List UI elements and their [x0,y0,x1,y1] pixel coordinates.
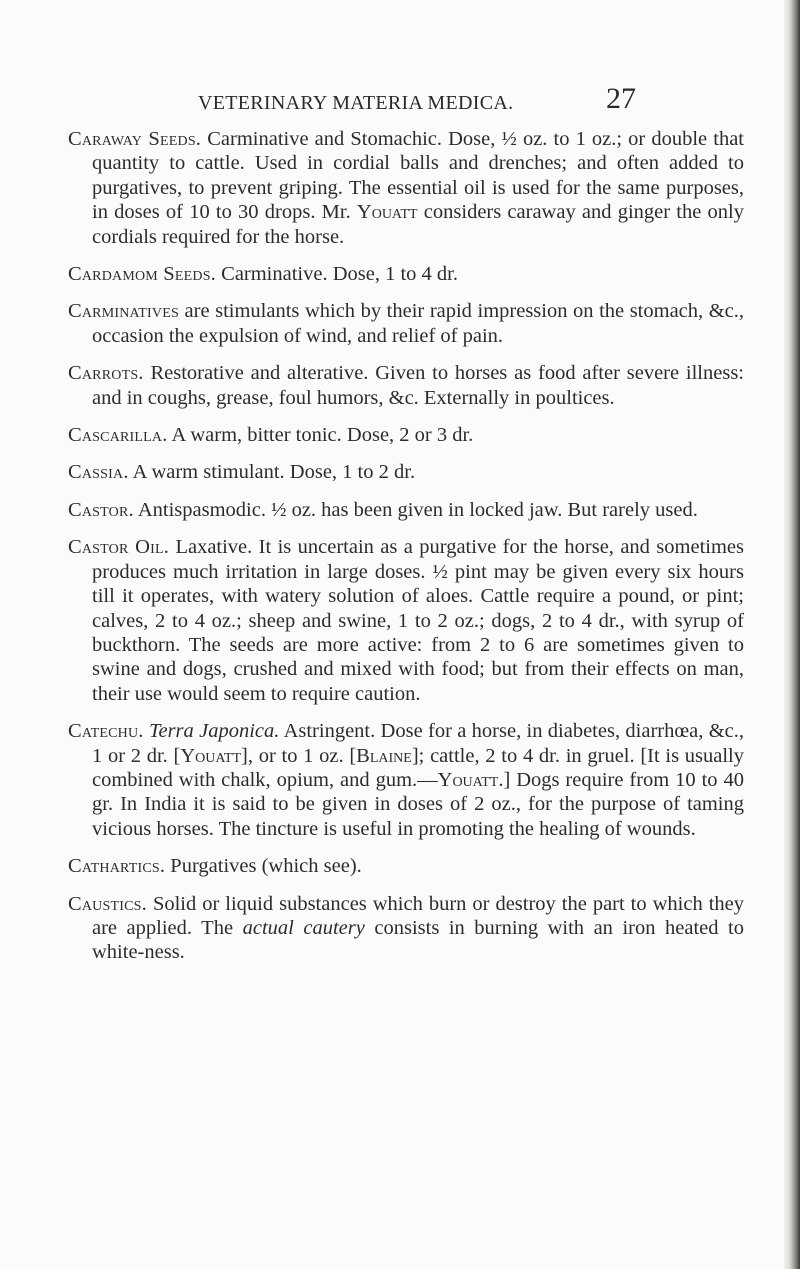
entry-catechu [68,719,744,841]
entry-term: Carminatives [68,300,179,323]
entry-carminatives [68,299,744,348]
entry-cascarilla [68,423,744,447]
entry-term: Cathartics. [68,855,166,878]
entry-caustics [68,892,744,965]
entry-text: Laxative. It is uncertain as a purgative for the horse, and sometimes produces much irritation in large doses. ½ pint may be given every six hours till it operates, with watery solution of aloes. Cattle require a pound, or pint; calves, 2 to 4 oz.; sheep and swine, 1 to 2 oz.; dogs, 2 to 4 dr., with syrup of buckthorn. The seeds are more active: from 2 to 6 are sometimes given to swine and dogs, crushed and mixed with food; but from their effects on man, their use would seem to require caution. [92,536,744,705]
entry-text: Solid or liquid substances which burn or destroy the part to which they are applied. The [92,892,744,939]
entry-term: Cassia. [68,461,129,484]
entry-text-continued: ], or to 1 oz. [ [241,744,357,767]
entry-text-continued: considers caraway and ginger the only cordials required for the horse. [92,201,744,248]
author-name: Youatt. [437,768,504,791]
entry-carrots [68,361,744,410]
entry-cassia [68,460,744,484]
entry-term: Castor Oil. [68,536,170,559]
entry-text-continued: ]; cattle, 2 to 4 dr. in gruel. [It is usually combined with chalk, opium, and gum.— [92,744,745,791]
entry-text: Astringent. Dose for a horse, in diabetes, diarrhœa, &c., 1 or 2 dr. [ [92,720,744,767]
running-head [70,82,720,120]
entry-text: A warm, bitter tonic. Dose, 2 or 3 dr. [167,424,474,447]
page-number: 27 [606,82,636,115]
entry-latin-name: Terra Japonica. [148,720,280,743]
entry-text: Carminative and Stomachic. Dose, ½ oz. to 1 oz.; or double that quantity to cattle. Used in cordial balls and drenches; and often added to purgatives, to prevent griping. The essential oil is used for the same purposes, in doses of 10 to 30 drops. Mr. [92,128,744,224]
entry-castor-oil [68,535,744,706]
entry-term: Caraway Seeds. [68,128,202,150]
entry-term: Cascarilla. [68,424,168,447]
entry-text: A warm stimulant. Dose, 1 to 2 dr. [128,461,416,484]
entry-castor [68,498,744,522]
entry-caraway-seeds [68,127,744,249]
page-edge-shadow [784,0,800,1269]
entry-term: Castor. [68,498,134,521]
entry-text: Restorative and alterative. Given to horses as food after severe illness: and in coughs, grease, foul humors, &c. Externally in poultices. [92,362,744,409]
entry-term: Cardamom Seeds. [68,263,217,286]
entry-text: are stimulants which by their rapid impression on the stomach, &c., occasion the expulsion of wind, and relief of pain. [92,300,744,347]
author-name: Youatt [356,201,418,224]
entry-term: Catechu. [68,720,144,743]
entry-cardamom-seeds [68,262,744,286]
entry-text: Antispasmodic. ½ oz. has been given in locked jaw. But rarely used. [133,498,698,521]
running-head-title: VETERINARY MATERIA MEDICA. [198,92,514,114]
entry-italic-phrase: actual cautery [242,916,365,939]
entry-term: Caustics. [68,892,147,915]
entry-text: Carminative. Dose, 1 to 4 dr. [216,263,458,286]
entry-term: Carrots. [68,362,144,385]
author-name: Blaine [356,744,412,767]
entry-text-continued: consists in burning with an iron heated to white-ness. [92,916,744,964]
entry-text: Purgatives (which see). [165,855,362,878]
entry-text-continued: ] Dogs require from 10 to 40 gr. In India it is said to be given in doses of 2 oz., for the purpose of taming vicious horses. The tincture is useful in promoting the healing of wounds. [92,768,744,840]
dictionary-entries [68,127,744,978]
entry-cathartics [68,854,744,878]
author-name: Youatt [180,744,242,767]
